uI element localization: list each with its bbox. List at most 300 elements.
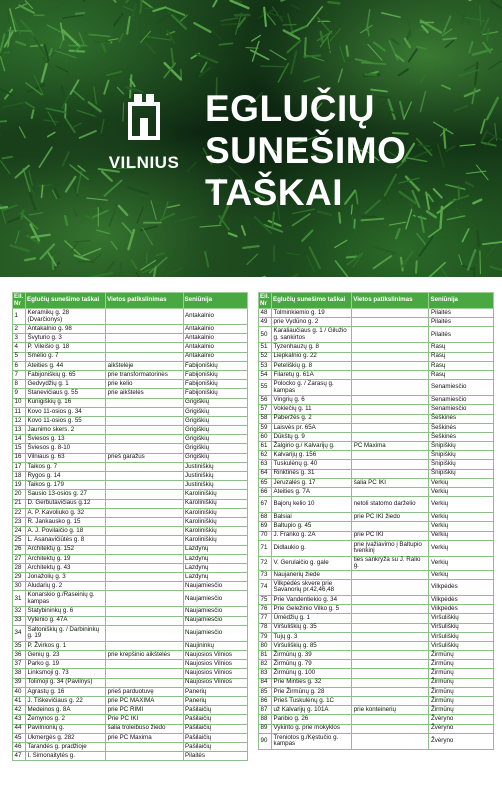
fir-needle [302, 230, 312, 240]
table-row [259, 605, 494, 614]
cell-name: Vilkpėdės skvere prie Savanorių pr.42,46,48 [271, 579, 351, 595]
cell-ward: Pašilaičių [183, 724, 247, 733]
fir-needle [458, 187, 459, 199]
fir-needle [89, 34, 110, 36]
cell-nr: 87 [259, 706, 272, 715]
cell-ward: Grigiškių [183, 435, 247, 444]
cell-ward: Antakalnio [183, 325, 247, 334]
cell-location [106, 625, 183, 641]
fir-needle [212, 31, 220, 40]
cell-name: Prie Žirmūnų g. 28 [271, 687, 351, 696]
table-row [13, 309, 248, 325]
fir-needle [42, 185, 43, 197]
cell-location [106, 582, 183, 591]
table-row [259, 697, 494, 706]
cell-nr: 32 [13, 607, 26, 616]
cell-ward: Žirmūnų [429, 687, 494, 696]
cell-ward: Pilaitės [183, 752, 247, 761]
cell-location [352, 595, 429, 604]
table-row [13, 696, 248, 705]
table-row [13, 325, 248, 334]
table-row [13, 426, 248, 435]
cell-location [106, 309, 183, 325]
cell-nr: 66 [259, 488, 272, 497]
table-row [13, 669, 248, 678]
fir-needle [97, 10, 120, 15]
fir-needle [481, 120, 485, 133]
cell-name: Prie Geležinio Vilko g. 5 [271, 605, 351, 614]
cell-name: Viršuliškių g. 35 [271, 623, 351, 632]
table-row [13, 517, 248, 526]
fir-needle [74, 123, 82, 127]
cell-location [106, 462, 183, 471]
vilnius-logo [92, 88, 196, 173]
table-row [13, 370, 248, 379]
cell-location [352, 327, 429, 343]
cell-location: prie kelio [106, 380, 183, 389]
fir-needle [95, 42, 110, 43]
fir-needle [62, 86, 64, 97]
cell-name: Genių g. 23 [25, 651, 105, 660]
cell-location: prie konteinerių [352, 706, 429, 715]
fir-needle [444, 130, 446, 148]
cell-ward: Naujosios Vilnios [183, 651, 247, 660]
fir-needle [48, 112, 56, 125]
cell-name: Vingrių g. 6 [271, 396, 351, 405]
cell-location [352, 733, 429, 749]
table-row [259, 396, 494, 405]
cell-ward: Pilaitės [429, 318, 494, 327]
fir-needle [194, 23, 210, 32]
cell-ward: Grigiškių [183, 416, 247, 425]
cell-location [352, 651, 429, 660]
fir-needle [143, 228, 153, 245]
cell-name: Prie Minties g. 32 [271, 678, 351, 687]
cell-name: Medeinos g. 8A [25, 706, 105, 715]
fir-needle [443, 38, 456, 39]
cell-nr: 36 [13, 651, 26, 660]
table-row [259, 405, 494, 414]
cell-location: prie įvažiavimo į Baltupio tvenkinį [352, 540, 429, 556]
fir-needle [94, 68, 105, 74]
table-row [13, 453, 248, 462]
fir-needle [108, 0, 116, 2]
fir-needle [8, 31, 31, 32]
cell-name: Ukmergės g. 282 [25, 733, 105, 742]
fir-needle [329, 2, 340, 3]
cell-ward: Žirmūnų [429, 697, 494, 706]
cell-ward: Fabijoniškių [183, 361, 247, 370]
fir-needle [102, 172, 111, 181]
cell-location: prie PC RIMI [106, 706, 183, 715]
fir-needle [336, 261, 348, 276]
cell-ward: Šnipiškių [429, 442, 494, 451]
cell-name: Linksmoji g. 73 [25, 669, 105, 678]
cell-name: Balsiai [271, 513, 351, 522]
cell-ward: Žirmūnų [429, 660, 494, 669]
cell-name: Architektų g. 19 [25, 554, 105, 563]
page-title [205, 88, 406, 214]
table-row [13, 687, 248, 696]
cell-location [352, 579, 429, 595]
fir-needle [459, 255, 462, 266]
cell-location [352, 614, 429, 623]
fir-needle [482, 131, 487, 140]
cell-ward: Viršuliškių [429, 632, 494, 641]
fir-needle [122, 223, 131, 233]
table-row [259, 715, 494, 724]
header-nr: Eil. Nr [259, 293, 272, 309]
cell-name: Antakalnio g. 98 [25, 325, 105, 334]
cell-nr: 15 [13, 444, 26, 453]
fir-needle [247, 254, 258, 264]
fir-needle [483, 32, 498, 35]
fir-needle [324, 8, 330, 20]
table-row [13, 536, 248, 545]
cell-ward: Naujosios Vilnios [183, 660, 247, 669]
fir-needle [372, 247, 395, 254]
fir-needle [465, 90, 480, 96]
cell-ward: Karoliniškių [183, 499, 247, 508]
cell-ward: Antakalnio [183, 309, 247, 325]
fir-needle [291, 51, 296, 73]
cell-nr: 14 [13, 435, 26, 444]
cell-nr: 63 [259, 460, 272, 469]
table-row [13, 352, 248, 361]
cell-ward: Senamiesčio [429, 405, 494, 414]
cell-nr: 74 [259, 579, 272, 595]
table-row [259, 687, 494, 696]
cell-location: prieš garažus [106, 453, 183, 462]
table-row [259, 614, 494, 623]
cell-name: Prie Vandentiekio g. 34 [271, 595, 351, 604]
fir-needle [25, 258, 35, 260]
fir-needle [151, 201, 156, 220]
cell-location [352, 570, 429, 579]
fir-needle [347, 257, 357, 258]
fir-needle [65, 216, 67, 225]
fir-needle [91, 211, 108, 219]
cell-ward: Pilaitės [429, 327, 494, 343]
fir-needle [335, 240, 347, 247]
fir-needle [462, 229, 468, 242]
cell-name: Sausio 13-osios g. 27 [25, 490, 105, 499]
fir-needle [252, 35, 261, 40]
cell-ward: Antakalnio [183, 352, 247, 361]
cell-nr: 16 [13, 453, 26, 462]
cell-name: Laisvės pr. 65A [271, 423, 351, 432]
cell-ward: Šnipiškių [429, 451, 494, 460]
fir-needle [19, 127, 25, 138]
table-row [13, 554, 248, 563]
cell-location [106, 616, 183, 625]
cell-name: Žirmūnų g. 79 [271, 660, 351, 669]
cell-location [106, 407, 183, 416]
fir-needle [434, 189, 442, 198]
cell-name: Agrastų g. 16 [25, 687, 105, 696]
cell-name: A. P. Kavoliuko g. 32 [25, 508, 105, 517]
fir-needle [285, 259, 293, 269]
fir-needle [147, 37, 170, 40]
cell-location [106, 573, 183, 582]
table-row [259, 513, 494, 522]
cell-ward: Viršuliškių [429, 614, 494, 623]
fir-needle [109, 205, 117, 226]
cell-name: J. Tiškevičiaus g. 22 [25, 696, 105, 705]
cell-location [352, 522, 429, 531]
cell-ward: Justiniškių [183, 481, 247, 490]
fir-needle [81, 249, 100, 257]
cell-name: Tarandės g. pradžioje [25, 742, 105, 751]
fir-needle [242, 226, 245, 235]
cell-nr: 46 [13, 742, 26, 751]
cell-ward: Verkių [429, 497, 494, 513]
cell-location: šalia PC IKI [352, 478, 429, 487]
table-row [13, 499, 248, 508]
fir-needle [31, 45, 43, 46]
cell-nr: 5 [13, 352, 26, 361]
cell-nr: 33 [13, 616, 26, 625]
fir-needle [174, 217, 195, 223]
table-row [13, 545, 248, 554]
fir-needle [413, 215, 425, 218]
cell-location [106, 742, 183, 751]
cell-nr: 8 [13, 380, 26, 389]
cell-location [106, 508, 183, 517]
cell-name: Rygos g. 14 [25, 472, 105, 481]
cell-nr: 40 [13, 687, 26, 696]
fir-needle [97, 230, 110, 233]
cell-nr: 28 [13, 563, 26, 572]
fir-needle [70, 51, 85, 52]
cell-name: Konarskio g./Raseinių g. kampas [25, 591, 105, 607]
cell-name: Architektų g. 43 [25, 563, 105, 572]
cell-nr: 77 [259, 614, 272, 623]
table-row [13, 334, 248, 343]
fir-needle [129, 188, 149, 194]
table-row [259, 556, 494, 570]
cell-name: Stanevičiaus g. 55 [25, 389, 105, 398]
fir-needle [66, 119, 75, 133]
cell-name: už Kalvarijų g. 101A [271, 706, 351, 715]
table-row [259, 370, 494, 379]
fir-needle [111, 242, 117, 250]
collection-points-table-right [258, 292, 494, 750]
cell-ward: Šnipiškių [429, 469, 494, 478]
fir-needle [392, 39, 399, 44]
cell-nr: 89 [259, 724, 272, 733]
table-row [13, 563, 248, 572]
cell-name: Kovo 11-osios g. 34 [25, 407, 105, 416]
cell-location [106, 660, 183, 669]
cell-name: Saltoniškių g. / Darbininkų g. 19 [25, 625, 105, 641]
cell-ward: Panerių [183, 687, 247, 696]
cell-nr: 50 [259, 327, 272, 343]
fir-needle [95, 199, 103, 213]
fir-needle [307, 7, 322, 26]
fir-needle [38, 185, 51, 186]
cell-ward: Naujamiesčio [183, 616, 247, 625]
cell-ward: Šeškinės [429, 414, 494, 423]
cell-ward: Žirmūnų [429, 669, 494, 678]
fir-needle [473, 200, 481, 204]
fir-needle [399, 69, 408, 75]
cell-nr: 57 [259, 405, 272, 414]
cell-name: Tyzenhauzų g. 8 [271, 343, 351, 352]
cell-ward: Grigiškių [183, 398, 247, 407]
table-row [13, 616, 248, 625]
cell-name: Šviesos g. 8-10 [25, 444, 105, 453]
title-line: TAŠKAI [205, 172, 343, 213]
cell-name: Vokiečių g. 11 [271, 405, 351, 414]
cell-ward: Verkių [429, 570, 494, 579]
cell-location [352, 423, 429, 432]
table-row [259, 595, 494, 604]
cell-name: Švyturio g. 3 [25, 334, 105, 343]
fir-needle [374, 42, 385, 50]
header-location: Vietos patikslinimas [352, 293, 429, 309]
header-name: Eglučių sunešimo taškai [271, 293, 351, 309]
fir-needle [361, 219, 383, 221]
fir-needle [442, 85, 450, 89]
cell-name: Parko g. 19 [25, 660, 105, 669]
cell-name: Didlaukio g. [271, 540, 351, 556]
cell-nr: 10 [13, 398, 26, 407]
cell-nr: 64 [259, 469, 272, 478]
fir-needle [487, 29, 488, 40]
table-row [259, 327, 494, 343]
cell-name: V. Gerulaičio g. gale [271, 556, 351, 570]
cell-name: Kalvarijų g. 156 [271, 451, 351, 460]
cell-nr: 24 [13, 527, 26, 536]
fir-needle [469, 42, 472, 53]
cell-nr: 44 [13, 724, 26, 733]
cell-nr: 58 [259, 414, 272, 423]
cell-location [106, 435, 183, 444]
cell-nr: 81 [259, 651, 272, 660]
cell-name: Keramikų g. 28 (Dvarčionys) [25, 309, 105, 325]
table-row [259, 706, 494, 715]
cell-nr: 78 [259, 623, 272, 632]
fir-needle [119, 34, 123, 42]
fir-needle [123, 6, 133, 10]
cell-name: R. Jankausko g. 15 [25, 517, 105, 526]
fir-needle [354, 220, 355, 228]
fir-needle [465, 17, 484, 21]
cell-ward: Verkių [429, 540, 494, 556]
cell-location [106, 343, 183, 352]
cell-location [106, 490, 183, 499]
cell-ward: Pilaitės [429, 309, 494, 318]
cell-location [106, 752, 183, 761]
cell-ward: Karoliniškių [183, 490, 247, 499]
cell-location [352, 361, 429, 370]
fir-needle [221, 24, 236, 25]
fir-needle [491, 1, 502, 11]
cell-name: Tolimoji g. 34 (Pavilnys) [25, 678, 105, 687]
cell-ward: Justiniškių [183, 472, 247, 481]
fir-needle [429, 228, 441, 237]
cell-ward: Verkių [429, 478, 494, 487]
cell-nr: 82 [259, 660, 272, 669]
fir-needle [63, 30, 79, 45]
fir-needle [32, 235, 50, 238]
cell-name: Baltupio g. 45 [271, 522, 351, 531]
fir-needle [478, 232, 479, 246]
cell-nr: 13 [13, 426, 26, 435]
cell-nr: 73 [259, 570, 272, 579]
table-row [259, 724, 494, 733]
table-row [13, 641, 248, 650]
fir-needle [74, 91, 84, 100]
fir-needle [281, 0, 293, 1]
cell-location [352, 669, 429, 678]
cell-location [352, 687, 429, 696]
header-ward: Seniūnija [183, 293, 247, 309]
cell-nr: 39 [13, 678, 26, 687]
fir-needle [196, 54, 217, 62]
cell-location [106, 536, 183, 545]
fir-needle [307, 256, 315, 272]
fir-needle [39, 147, 52, 167]
cell-ward: Karoliniškių [183, 536, 247, 545]
cell-ward: Verkių [429, 513, 494, 522]
vilnius-tower-icon [116, 88, 172, 144]
cell-location [352, 724, 429, 733]
cell-location [352, 414, 429, 423]
cell-name: I. Simonaitytės g. [25, 752, 105, 761]
table-row [13, 444, 248, 453]
cell-location [352, 460, 429, 469]
fir-needle [447, 216, 464, 220]
fir-needle [488, 133, 502, 144]
cell-location: prie krepšinio aikštelės [106, 651, 183, 660]
fir-needle [167, 268, 182, 274]
fir-needle [0, 57, 4, 71]
fir-needle [286, 253, 299, 255]
table-row [13, 380, 248, 389]
cell-nr: 9 [13, 389, 26, 398]
cell-nr: 61 [259, 442, 272, 451]
fir-needle [293, 214, 310, 226]
header-nr: Eil. Nr [13, 293, 26, 309]
cell-ward: Žvėryno [429, 733, 494, 749]
fir-needle [19, 6, 34, 13]
table-row [13, 651, 248, 660]
table-row [13, 389, 248, 398]
table-row [13, 706, 248, 715]
cell-nr: 65 [259, 478, 272, 487]
fir-needle [462, 10, 466, 23]
fir-needle [417, 234, 427, 247]
cell-nr: 72 [259, 556, 272, 570]
fir-needle [460, 145, 475, 146]
fir-needle [361, 25, 373, 33]
table-row [13, 472, 248, 481]
fir-needle [26, 103, 34, 108]
fir-needle [150, 257, 167, 272]
fir-needle [21, 211, 23, 219]
cell-nr: 37 [13, 660, 26, 669]
fir-needle [78, 261, 93, 262]
fir-needle [76, 13, 84, 14]
fir-needle [407, 31, 410, 40]
table-row [13, 591, 248, 607]
fir-needle [347, 46, 348, 56]
cell-name: Jonažolių g. 3 [25, 573, 105, 582]
fir-needle [16, 42, 25, 45]
fir-needle [15, 166, 28, 178]
